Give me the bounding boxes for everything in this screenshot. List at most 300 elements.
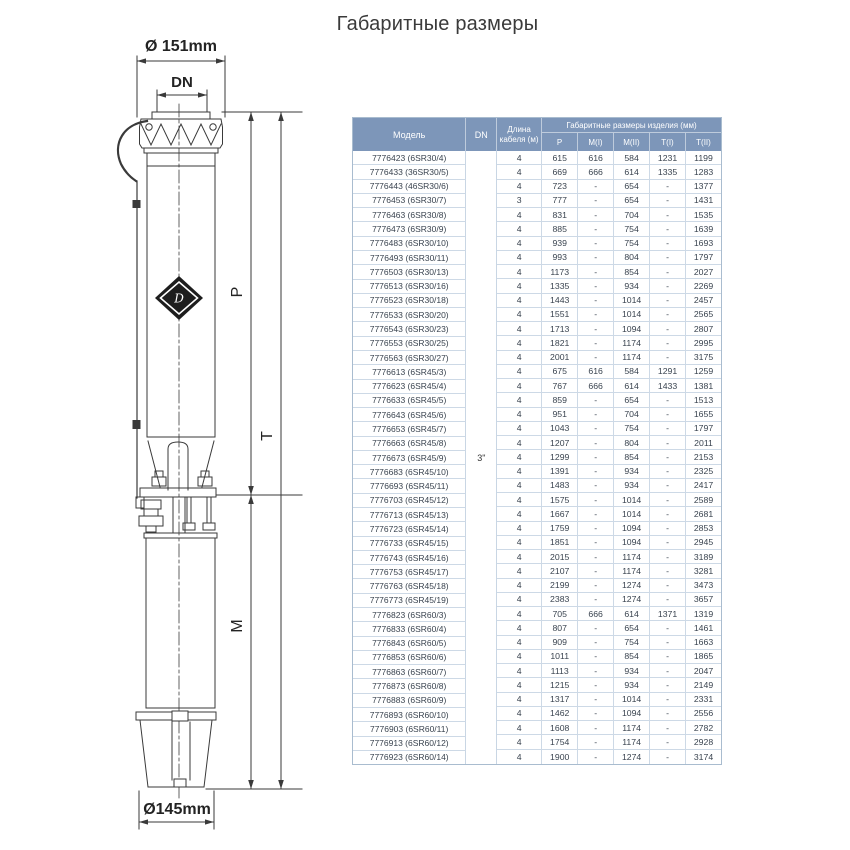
dimension-cell: 2782 <box>686 721 721 735</box>
dimension-cell: 2153 <box>686 450 721 464</box>
model-cell: 7776633 (6SR45/5) <box>353 394 466 408</box>
dimension-cell: 1667 <box>542 507 578 521</box>
dimension-cell: - <box>650 180 686 194</box>
dn-value: 3" <box>477 452 486 463</box>
dimension-cell: 1283 <box>686 165 721 179</box>
cable-length-cell: 4 <box>497 564 542 578</box>
model-cell: 7776883 (6SR60/9) <box>353 694 466 708</box>
dimension-cell: - <box>650 194 686 208</box>
model-cell: 7776523 (6SR30/18) <box>353 294 466 308</box>
label-dn: DN <box>171 74 193 91</box>
dimension-cell: 2199 <box>542 579 578 593</box>
dimension-cell: 1513 <box>686 393 721 407</box>
dimension-cell: 1014 <box>614 493 650 507</box>
table-row <box>497 180 721 194</box>
model-cell: 7776843 (6SR60/5) <box>353 637 466 651</box>
model-cell: 7776553 (6SR30/25) <box>353 337 466 351</box>
cable-length-cell: 4 <box>497 436 542 450</box>
dimension-cell: - <box>578 579 614 593</box>
dimension-cell: 804 <box>614 251 650 265</box>
motor-body <box>136 533 217 787</box>
dimension-cell: - <box>578 222 614 236</box>
dimension-cell: - <box>578 336 614 350</box>
cable-length-cell: 4 <box>497 536 542 550</box>
model-cell: 7776673 (6SR45/9) <box>353 451 466 465</box>
table-row <box>497 422 721 436</box>
dimension-cell: 1173 <box>542 265 578 279</box>
dimension-cell: 669 <box>542 165 578 179</box>
label-dim-t: T <box>259 431 276 441</box>
dimension-cell: - <box>650 650 686 664</box>
dimension-cell: 1215 <box>542 678 578 692</box>
dimension-cell: 885 <box>542 222 578 236</box>
model-cell: 7776423 (6SR30/4) <box>353 151 466 165</box>
table-row <box>497 251 721 265</box>
table-body <box>353 151 721 764</box>
pump-head <box>140 112 223 148</box>
cable-length-cell: 4 <box>497 465 542 479</box>
dimension-cell: 854 <box>614 265 650 279</box>
dimension-cell: - <box>578 522 614 536</box>
model-cell: 7776903 (6SR60/11) <box>353 722 466 736</box>
dimension-cell: 1461 <box>686 621 721 635</box>
dimension-cell: 3175 <box>686 351 721 365</box>
dimension-cell: - <box>578 507 614 521</box>
dimension-cell: 666 <box>578 607 614 621</box>
cable-length-cell: 4 <box>497 237 542 251</box>
dimension-cell: 1377 <box>686 180 721 194</box>
dimension-cell: 951 <box>542 408 578 422</box>
dimension-cell: - <box>578 351 614 365</box>
dimension-cell: - <box>650 308 686 322</box>
dimension-cell: - <box>650 237 686 251</box>
table-row <box>497 693 721 707</box>
dimension-cell: - <box>650 279 686 293</box>
table-row <box>497 151 721 165</box>
col-header-m2: М(II) <box>614 133 650 151</box>
dn-merged-cell <box>466 151 497 764</box>
dimension-cell: 1335 <box>542 279 578 293</box>
dimension-cell: 1199 <box>686 151 721 165</box>
cable-length-cell: 4 <box>497 351 542 365</box>
dimension-cell: - <box>650 436 686 450</box>
cable-length-cell: 4 <box>497 607 542 621</box>
model-cell: 7776693 (6SR45/11) <box>353 479 466 493</box>
table-row <box>497 550 721 564</box>
dimension-cell: - <box>578 194 614 208</box>
dimension-cell: 2331 <box>686 693 721 707</box>
dimension-cell: - <box>650 450 686 464</box>
cable-length-cell: 4 <box>497 294 542 308</box>
dimension-cell: 1014 <box>614 308 650 322</box>
dimension-cell: 616 <box>578 151 614 165</box>
dimension-cell: 1043 <box>542 422 578 436</box>
model-cell: 7776913 (6SR60/12) <box>353 737 466 751</box>
model-cell: 7776623 (6SR45/4) <box>353 380 466 394</box>
table-row <box>497 536 721 550</box>
dimension-cell: 831 <box>542 208 578 222</box>
model-cell: 7776713 (6SR45/13) <box>353 508 466 522</box>
model-cell: 7776703 (6SR45/12) <box>353 494 466 508</box>
cable-length-cell: 4 <box>497 251 542 265</box>
dimension-cell: 2027 <box>686 265 721 279</box>
dimension-cell: 1207 <box>542 436 578 450</box>
cable-length-cell: 4 <box>497 678 542 692</box>
dimension-cell: - <box>578 621 614 635</box>
dimension-cell: 1174 <box>614 550 650 564</box>
dimension-cell: 2565 <box>686 308 721 322</box>
model-cell: 7776853 (6SR60/6) <box>353 651 466 665</box>
model-cell: 7776613 (6SR45/3) <box>353 365 466 379</box>
cable-length-cell: 4 <box>497 664 542 678</box>
dimension-cell: 934 <box>614 664 650 678</box>
dimension-cell: - <box>578 735 614 749</box>
dimension-cell: 1317 <box>542 693 578 707</box>
cable-length-cell: 4 <box>497 265 542 279</box>
model-cell: 7776643 (6SR45/6) <box>353 408 466 422</box>
dimension-cell: 675 <box>542 365 578 379</box>
dimension-cell: - <box>650 422 686 436</box>
label-bottom-diameter: Ø145mm <box>143 801 211 818</box>
table-row <box>497 237 721 251</box>
dimension-cell: 705 <box>542 607 578 621</box>
pump-diagram <box>0 0 330 850</box>
dimension-cell: 1094 <box>614 522 650 536</box>
model-column <box>353 151 466 764</box>
dimension-cell: 2149 <box>686 678 721 692</box>
dimension-cell: 654 <box>614 393 650 407</box>
cable-length-cell: 4 <box>497 422 542 436</box>
dimension-cell: 993 <box>542 251 578 265</box>
dimension-cell: - <box>578 308 614 322</box>
dimension-cell: - <box>578 279 614 293</box>
dimension-cell: - <box>578 265 614 279</box>
table-row <box>497 336 721 350</box>
dimension-cell: 3657 <box>686 593 721 607</box>
dimension-cell: - <box>578 465 614 479</box>
cable-length-cell: 4 <box>497 650 542 664</box>
dimension-cell: - <box>578 393 614 407</box>
dimension-cell: - <box>650 750 686 764</box>
dimension-cell: 2995 <box>686 336 721 350</box>
dimension-cell: 1663 <box>686 636 721 650</box>
model-cell: 7776453 (6SR30/7) <box>353 194 466 208</box>
cable-length-cell: 4 <box>497 750 542 764</box>
dimension-cell: - <box>650 322 686 336</box>
model-cell: 7776543 (6SR30/23) <box>353 322 466 336</box>
table-row <box>497 522 721 536</box>
dimension-cell: - <box>650 522 686 536</box>
dimension-cell: 2001 <box>542 351 578 365</box>
table-row <box>497 650 721 664</box>
brand-logo-icon <box>155 276 203 320</box>
dimension-cell: - <box>578 678 614 692</box>
dimension-cell: 754 <box>614 237 650 251</box>
dimension-cell: 1639 <box>686 222 721 236</box>
cable-length-cell: 4 <box>497 308 542 322</box>
table-row <box>497 507 721 521</box>
dimension-cell: 1754 <box>542 735 578 749</box>
table-row <box>497 365 721 379</box>
dimension-cell: 1319 <box>686 607 721 621</box>
cable-length-cell: 4 <box>497 550 542 564</box>
dimension-cell: 614 <box>614 165 650 179</box>
cable-length-cell: 4 <box>497 379 542 393</box>
dimension-cell: 934 <box>614 678 650 692</box>
model-cell: 7776653 (6SR45/7) <box>353 422 466 436</box>
model-cell: 7776683 (6SR45/10) <box>353 465 466 479</box>
model-cell: 7776473 (6SR30/9) <box>353 222 466 236</box>
table-row <box>497 664 721 678</box>
dimension-cell: 2383 <box>542 593 578 607</box>
table-row <box>497 479 721 493</box>
dimension-cell: 584 <box>614 151 650 165</box>
dimension-cell: - <box>578 322 614 336</box>
dimension-cell: 2269 <box>686 279 721 293</box>
dimension-cell: - <box>650 678 686 692</box>
dimension-cell: 1483 <box>542 479 578 493</box>
label-dim-p: P <box>229 286 246 298</box>
cable-length-cell: 4 <box>497 208 542 222</box>
dimension-cell: 3473 <box>686 579 721 593</box>
cable-length-cell: 4 <box>497 522 542 536</box>
dimension-cell: - <box>578 493 614 507</box>
table-row <box>497 279 721 293</box>
cable-length-cell: 4 <box>497 721 542 735</box>
model-cell: 7776463 (6SR30/8) <box>353 208 466 222</box>
table-row <box>497 721 721 735</box>
model-cell: 7776863 (6SR60/7) <box>353 665 466 679</box>
dimension-cell: 1259 <box>686 365 721 379</box>
dimension-cell: - <box>578 422 614 436</box>
dimension-cell: 859 <box>542 393 578 407</box>
dimension-cell: 2457 <box>686 294 721 308</box>
model-cell: 7776493 (6SR30/11) <box>353 251 466 265</box>
dimension-cell: - <box>578 564 614 578</box>
dimensions-table <box>352 117 722 765</box>
table-row <box>497 564 721 578</box>
model-cell: 7776443 (46SR30/6) <box>353 180 466 194</box>
cable-length-cell: 4 <box>497 579 542 593</box>
label-top-diameter: Ø 151mm <box>144 38 218 55</box>
dimension-cell: 2928 <box>686 735 721 749</box>
table-row <box>497 393 721 407</box>
dimension-cell: 1535 <box>686 208 721 222</box>
dimension-cell: - <box>578 294 614 308</box>
table-row <box>497 707 721 721</box>
dimension-cell: 934 <box>614 479 650 493</box>
table-row <box>497 379 721 393</box>
cable-length-cell: 4 <box>497 707 542 721</box>
table-row <box>497 208 721 222</box>
dimension-cell: 1094 <box>614 536 650 550</box>
dimension-cell: - <box>650 735 686 749</box>
dimension-cell: 1821 <box>542 336 578 350</box>
dimension-cell: - <box>650 336 686 350</box>
dimension-cell: 584 <box>614 365 650 379</box>
model-cell: 7776753 (6SR45/17) <box>353 565 466 579</box>
dimension-cell: 1900 <box>542 750 578 764</box>
table-row <box>497 493 721 507</box>
dimension-cell: 1462 <box>542 707 578 721</box>
dimension-cell: 1391 <box>542 465 578 479</box>
dimension-cell: - <box>650 636 686 650</box>
dimension-cell: - <box>578 650 614 664</box>
dimension-cell: 767 <box>542 379 578 393</box>
model-cell: 7776723 (6SR45/14) <box>353 522 466 536</box>
table-row <box>497 579 721 593</box>
dimension-cell: - <box>578 208 614 222</box>
dimension-cell: 614 <box>614 607 650 621</box>
dimension-cell: 654 <box>614 621 650 635</box>
dimension-cell: - <box>650 579 686 593</box>
table-header <box>353 118 721 151</box>
dimension-cell: 854 <box>614 450 650 464</box>
table-row <box>497 593 721 607</box>
model-cell: 7776663 (6SR45/8) <box>353 437 466 451</box>
dimension-cell: - <box>578 479 614 493</box>
col-header-dims-group: Габаритные размеры изделия (мм) <box>542 118 721 133</box>
label-dim-m: M <box>229 619 246 633</box>
dimension-cell: 1551 <box>542 308 578 322</box>
dimension-cell: 854 <box>614 650 650 664</box>
dimension-cell: - <box>578 536 614 550</box>
cable-length-cell: 4 <box>497 180 542 194</box>
model-cell: 7776483 (6SR30/10) <box>353 237 466 251</box>
dimension-cell: - <box>578 750 614 764</box>
dimension-cell: - <box>650 408 686 422</box>
dimension-cell: 2417 <box>686 479 721 493</box>
dimension-cell: 614 <box>614 379 650 393</box>
dimension-cell: 2681 <box>686 507 721 521</box>
model-cell: 7776763 (6SR45/18) <box>353 579 466 593</box>
model-cell: 7776533 (6SR30/20) <box>353 308 466 322</box>
dimension-cell: - <box>578 251 614 265</box>
dimension-cell: 654 <box>614 194 650 208</box>
cable-length-cell: 4 <box>497 735 542 749</box>
cable-length-cell: 4 <box>497 365 542 379</box>
dimension-cell: 1014 <box>614 507 650 521</box>
model-cell: 7776743 (6SR45/16) <box>353 551 466 565</box>
dimension-cell: 1713 <box>542 322 578 336</box>
dimension-cell: 1433 <box>650 379 686 393</box>
dimension-cell: - <box>650 294 686 308</box>
dimension-cell: - <box>650 208 686 222</box>
dimension-cell: - <box>578 664 614 678</box>
dimension-cell: 615 <box>542 151 578 165</box>
dimension-cell: 2325 <box>686 465 721 479</box>
dimension-cell: 1014 <box>614 693 650 707</box>
dimension-cell: 2589 <box>686 493 721 507</box>
cable-length-cell: 4 <box>497 151 542 165</box>
col-header-cable: Длина кабеля (м) <box>497 118 542 151</box>
dimension-cell: - <box>650 251 686 265</box>
dimension-cell: 2853 <box>686 522 721 536</box>
dimension-cell: 1335 <box>650 165 686 179</box>
dimension-cell: - <box>578 693 614 707</box>
dimension-cell: 1851 <box>542 536 578 550</box>
dimension-cell: - <box>650 479 686 493</box>
dimension-cell: 2807 <box>686 322 721 336</box>
dimension-cell: - <box>650 621 686 635</box>
table-row <box>497 308 721 322</box>
table-row <box>497 636 721 650</box>
dimension-cell: 934 <box>614 279 650 293</box>
cable-length-cell: 4 <box>497 479 542 493</box>
dimension-cell: 1014 <box>614 294 650 308</box>
cable-length-cell: 3 <box>497 194 542 208</box>
dimension-cell: - <box>650 593 686 607</box>
dimension-cell: 1231 <box>650 151 686 165</box>
dimension-cell: - <box>650 265 686 279</box>
table-row <box>497 265 721 279</box>
dimension-cell: 1381 <box>686 379 721 393</box>
dimension-cell: 2015 <box>542 550 578 564</box>
cable-length-cell: 4 <box>497 507 542 521</box>
dimension-cell: - <box>650 507 686 521</box>
dimension-cell: 704 <box>614 208 650 222</box>
dimension-cell: - <box>650 493 686 507</box>
dimension-cell: 1693 <box>686 237 721 251</box>
dimension-cell: - <box>578 550 614 564</box>
dimension-cell: 1274 <box>614 593 650 607</box>
cable-length-cell: 4 <box>497 593 542 607</box>
table-row <box>497 408 721 422</box>
dimension-cell: - <box>650 707 686 721</box>
cable-length-cell: 4 <box>497 408 542 422</box>
dimension-cell: - <box>578 707 614 721</box>
dimension-cell: 1291 <box>650 365 686 379</box>
dimension-cell: 934 <box>614 465 650 479</box>
dimension-cell: 909 <box>542 636 578 650</box>
cable-length-cell: 4 <box>497 222 542 236</box>
dimension-cell: - <box>578 180 614 194</box>
dimension-cell: 1865 <box>686 650 721 664</box>
dimension-cell: 754 <box>614 636 650 650</box>
dimension-cell: 1274 <box>614 579 650 593</box>
table-row <box>497 750 721 764</box>
dimension-cell: 1094 <box>614 707 650 721</box>
cable-length-cell: 4 <box>497 393 542 407</box>
dimension-cell: 1011 <box>542 650 578 664</box>
dimension-cell: 1759 <box>542 522 578 536</box>
cable-length-cell: 4 <box>497 450 542 464</box>
dimension-cell: - <box>650 693 686 707</box>
model-cell: 7776563 (6SR30/27) <box>353 351 466 365</box>
dimension-cell: 666 <box>578 165 614 179</box>
table-row <box>497 465 721 479</box>
dimension-cell: - <box>578 408 614 422</box>
dimension-cell: 3174 <box>693 751 714 762</box>
cable-length-cell: 4 <box>497 636 542 650</box>
dimension-cell: - <box>650 222 686 236</box>
dimension-cell: 2011 <box>686 436 721 450</box>
table-row <box>497 436 721 450</box>
model-cell: 7776823 (6SR60/3) <box>353 608 466 622</box>
dimension-cell: 3281 <box>686 564 721 578</box>
dimension-cell: 1274 <box>614 750 650 764</box>
dimension-cell: 3189 <box>686 550 721 564</box>
dimension-cell: 654 <box>614 180 650 194</box>
dimension-cell: 1443 <box>542 294 578 308</box>
col-header-dn: DN <box>466 118 497 151</box>
model-cell: 7776733 (6SR45/15) <box>353 537 466 551</box>
dimension-cell: 1797 <box>686 251 721 265</box>
dimension-cell: 2556 <box>686 707 721 721</box>
dimension-cell: - <box>650 465 686 479</box>
dimension-cell: - <box>650 393 686 407</box>
pump-cable <box>118 121 147 498</box>
